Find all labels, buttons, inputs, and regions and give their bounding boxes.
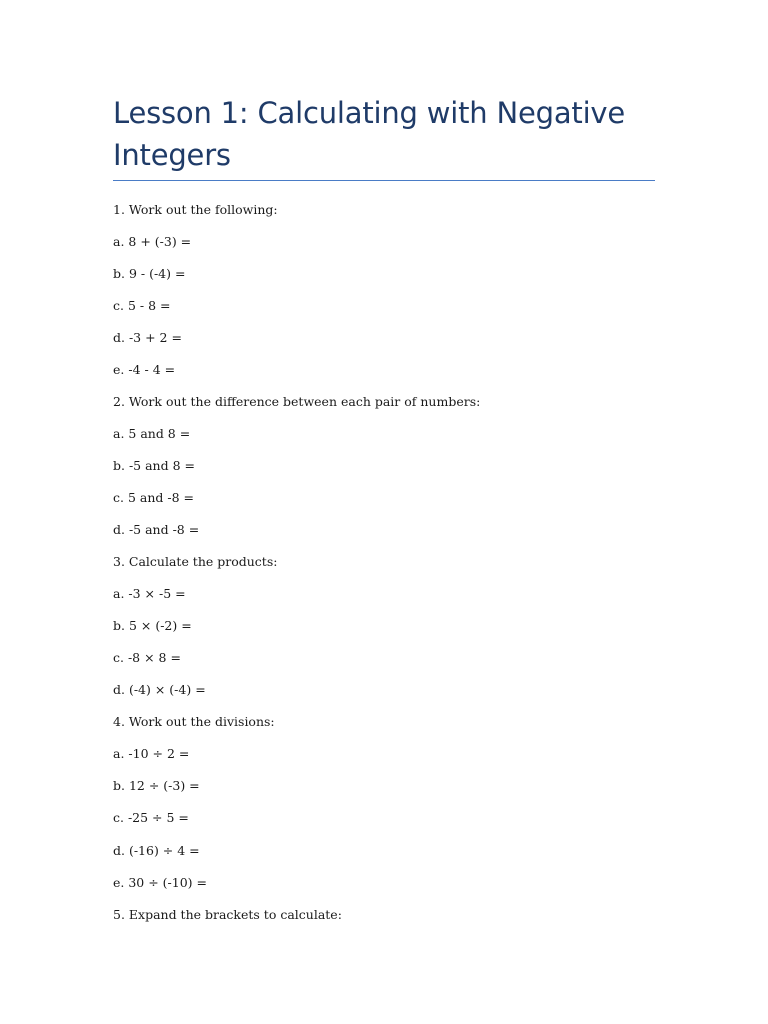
question-item: d. (-4) × (-4) = xyxy=(113,682,206,697)
question-item: a. 8 + (-3) = xyxy=(113,234,192,249)
question-item: a. 5 and 8 = xyxy=(113,426,191,441)
title-underline xyxy=(113,180,655,181)
question-heading-4: 4. Work out the divisions: xyxy=(113,714,275,729)
question-item: c. -25 ÷ 5 = xyxy=(113,810,189,825)
question-item: d. -5 and -8 = xyxy=(113,522,200,537)
question-item: b. 5 × (-2) = xyxy=(113,618,192,633)
question-item: b. -5 and 8 = xyxy=(113,458,195,473)
question-heading-1: 1. Work out the following: xyxy=(113,202,278,217)
question-item: c. 5 - 8 = xyxy=(113,298,171,313)
question-item: b. 12 ÷ (-3) = xyxy=(113,778,200,793)
question-item: a. -10 ÷ 2 = xyxy=(113,746,190,761)
question-heading-5: 5. Expand the brackets to calculate: xyxy=(113,907,342,922)
question-heading-2: 2. Work out the difference between each pair of numbers: xyxy=(113,394,481,409)
question-item: d. -3 + 2 = xyxy=(113,330,182,345)
question-item: d. (-16) ÷ 4 = xyxy=(113,843,200,858)
question-item: e. -4 - 4 = xyxy=(113,362,176,377)
question-item: c. -8 × 8 = xyxy=(113,650,181,665)
page-title: Lesson 1: Calculating with Negative Integers xyxy=(113,96,626,172)
question-heading-3: 3. Calculate the products: xyxy=(113,554,278,569)
question-item: e. 30 ÷ (-10) = xyxy=(113,875,208,890)
question-item: c. 5 and -8 = xyxy=(113,490,194,505)
question-item: b. 9 - (-4) = xyxy=(113,266,186,281)
question-item: a. -3 × -5 = xyxy=(113,586,186,601)
